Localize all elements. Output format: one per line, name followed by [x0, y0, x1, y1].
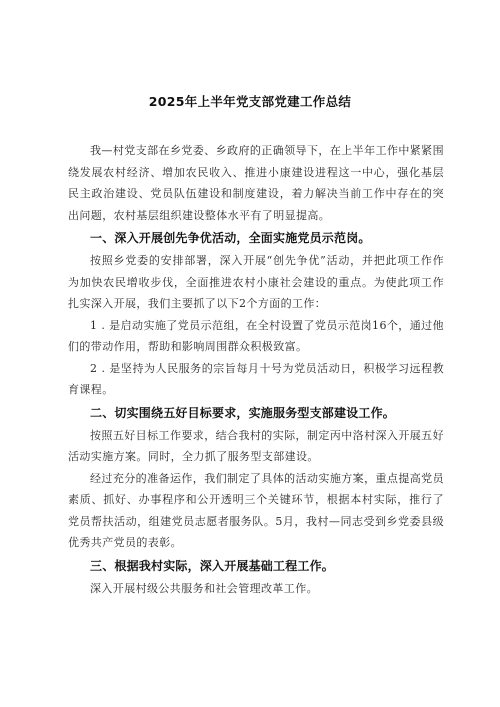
section-2-paragraph-2: 经过充分的准备运作，我们制定了具体的活动实施方案，重点提高党员素质、抓好、办事程序和公开透明三个关键环节，根据本村实际，推行了党员帮扶活动，组建党员志愿者服务队。5月，我村—同志受到乡党委县级优秀共产党员的表彰。	[68, 471, 444, 549]
section-1-paragraph-1: 按照乡党委的安排部署，深入开展“创先争优”活动，并把此项工作作为加快农民增收步伐，全面推进农村小康社会建设的重点。为使此项工作扎实深入开展，我们主要抓了以下2个方面的工作：	[68, 254, 444, 310]
section-2-paragraph-1: 按照五好目标工作要求，结合我村的实际，制定丙中洛村深入开展五好活动实施方案。同时，全力抓了服务型支部建设。	[68, 428, 444, 463]
intro-paragraph: 我—村党支部在乡党委、乡政府的正确领导下，在上半年工作中紧紧围绕发展农村经济、增加农民收入、推进小康建设进程这一中心，强化基层民主政治建设、党员队伍建设和制度建设，着力解决当前工作中存在的突出问题，农村基层组织建设整体水平有了明显提高。	[68, 144, 444, 222]
section-1-heading: 一、深入开展创先争优活动，全面实施党员示范岗。	[90, 231, 371, 245]
section-1-paragraph-2: 1 . 是启动实施了党员示范组，在全村设置了党员示范岗16个，通过他们的带动作用，帮助和影响周围群众积极致富。	[68, 318, 444, 353]
document-title: 2025年上半年党支部党建工作总结	[148, 94, 352, 109]
section-3-heading: 三、根据我村实际，深入开展基础工程工作。	[90, 558, 335, 573]
document-body	[68, 140, 444, 599]
section-1-paragraph-3: 2 . 是坚持为人民服务的宗旨每月十号为党员活动日，积极学习远程教育课程。	[68, 361, 444, 396]
section-2-heading: 二、切实围绕五好目标要求，实施服务型支部建设工作。	[90, 405, 396, 420]
section-3-paragraph-1: 深入开展村级公共服务和社会管理改革工作。	[90, 581, 318, 595]
